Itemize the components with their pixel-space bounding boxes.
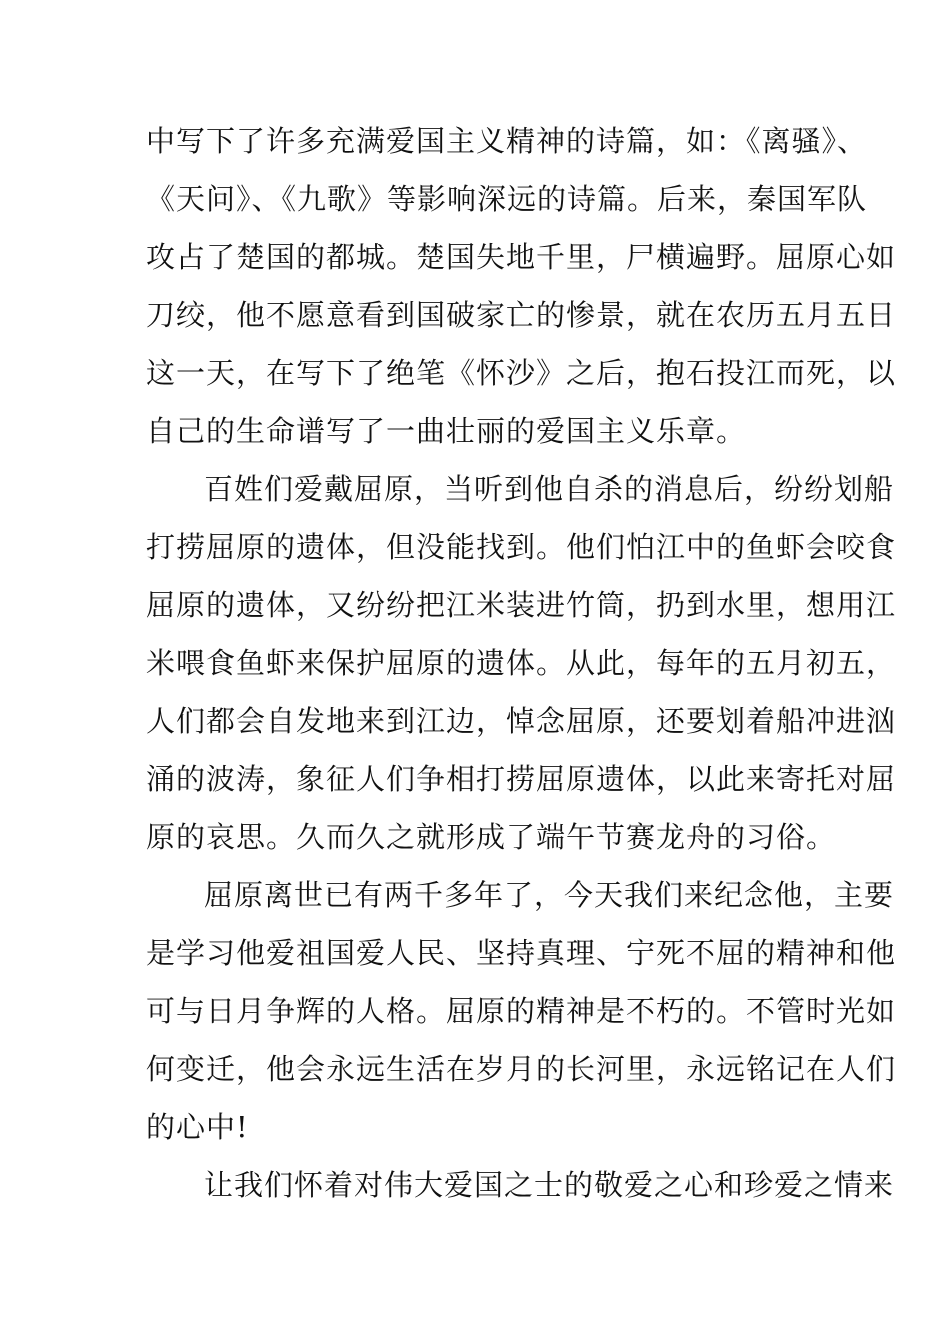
text-line: 自己的生命谱写了一曲壮丽的爱国主义乐章。 [146,414,747,448]
text-line: 原的哀思。久而久之就形成了端午节赛龙舟的习俗。 [146,820,837,854]
paragraph-start-line: 百姓们爱戴屈原，当听到他自杀的消息后，纷纷划船 [204,472,895,506]
text-line: 可与日月争辉的人格。屈原的精神是不朽的。不管时光如 [146,994,897,1028]
text-line: 中写下了许多充满爱国主义精神的诗篇，如：《离骚》、 [146,124,868,158]
text-line: 是学习他爱祖国爱人民、坚持真理、宁死不屈的精神和他 [146,936,897,970]
text-line: 何变迁，他会永远生活在岁月的长河里，永远铭记在人们 [146,1052,897,1086]
text-line: 打捞屈原的遗体，但没能找到。他们怕江中的鱼虾会咬食 [146,530,897,564]
text-line: 这一天，在写下了绝笔《怀沙》之后，抱石投江而死，以 [146,356,897,390]
text-line: 人们都会自发地来到江边，悼念屈原，还要划着船冲进汹 [146,704,897,738]
text-line: 攻占了楚国的都城。楚国失地千里，尸横遍野。屈原心如 [146,240,897,274]
paragraph-start-line: 让我们怀着对伟大爱国之士的敬爱之心和珍爱之情来 [204,1168,895,1202]
paragraph-start-line: 屈原离世已有两千多年了，今天我们来纪念他，主要 [204,878,895,912]
text-line: 的心中! [146,1110,249,1144]
body-text [146,112,897,1214]
text-line: 《天问》、《九歌》等影响深远的诗篇。后来，秦国军队 [146,182,868,216]
text-line: 涌的波涛，象征人们争相打捞屈原遗体，以此来寄托对屈 [146,762,897,796]
text-line: 刀绞，他不愿意看到国破家亡的惨景，就在农历五月五日 [146,298,897,332]
text-line: 米喂食鱼虾来保护屈原的遗体。从此，每年的五月初五， [146,646,897,680]
text-line: 屈原的遗体，又纷纷把江米装进竹筒，扔到水里，想用江 [146,588,897,622]
